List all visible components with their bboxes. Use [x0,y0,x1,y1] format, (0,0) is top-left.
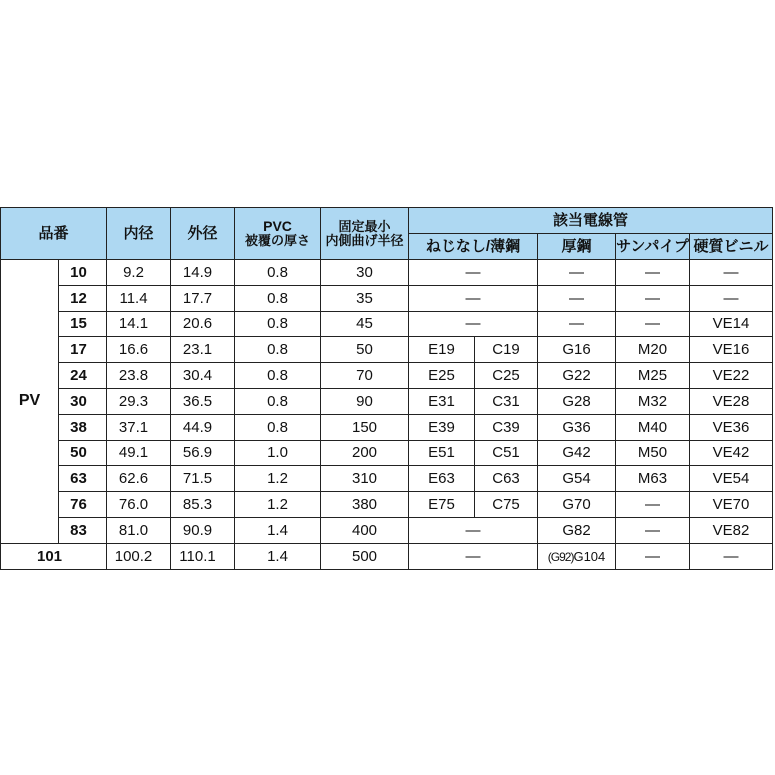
table-row [1,311,773,337]
header-conduit: 該当電線管 [409,208,773,234]
radius-cell: 35 [321,285,409,311]
size-cell: 10 [59,260,107,286]
table-row [1,543,773,569]
pvc-cell: 0.8 [235,311,321,337]
thin-conduit-e-cell: E75 [409,492,475,518]
header-conduit-sunpipe: サンパイプ [616,234,690,260]
table-body [1,260,773,570]
inner-cell: 14.1 [107,311,171,337]
thin-conduit-e-cell: E63 [409,466,475,492]
outer-cell: 36.5 [171,388,235,414]
size-cell: 17 [59,337,107,363]
radius-cell: 150 [321,414,409,440]
outer-cell: 30.4 [171,363,235,389]
header-conduit-vinyl: 硬質ビニル [690,234,773,260]
model-name-cell: PV [1,260,59,544]
thick-conduit-cell: G28 [538,388,616,414]
radius-cell: 45 [321,311,409,337]
pvc-cell: 0.8 [235,388,321,414]
thin-conduit-e-cell: E39 [409,414,475,440]
size-cell: 38 [59,414,107,440]
radius-cell: 30 [321,260,409,286]
table-row [1,260,773,286]
inner-cell: 16.6 [107,337,171,363]
sunpipe-cell: — [616,492,690,518]
thin-conduit-c-cell: C51 [475,440,538,466]
thin-conduit-c-cell: C39 [475,414,538,440]
thin-conduit-c-cell: C63 [475,466,538,492]
radius-cell: 500 [321,543,409,569]
header-bend-radius [321,208,409,260]
inner-cell: 9.2 [107,260,171,286]
inner-cell: 29.3 [107,388,171,414]
inner-cell: 81.0 [107,517,171,543]
vinyl-cell: VE70 [690,492,773,518]
sunpipe-cell: — [616,260,690,286]
thick-conduit-cell: — [538,311,616,337]
vinyl-cell: VE42 [690,440,773,466]
table-row [1,517,773,543]
header-pvc-thickness [235,208,321,260]
thin-conduit-cell: — [409,311,538,337]
sunpipe-cell: M25 [616,363,690,389]
pvc-cell: 1.4 [235,517,321,543]
pvc-cell: 1.4 [235,543,321,569]
pvc-cell: 0.8 [235,363,321,389]
vinyl-cell: — [690,543,773,569]
sunpipe-cell: — [616,517,690,543]
table-row [1,466,773,492]
outer-cell: 85.3 [171,492,235,518]
size-cell: 50 [59,440,107,466]
thin-conduit-c-cell: C19 [475,337,538,363]
radius-cell: 70 [321,363,409,389]
inner-cell: 37.1 [107,414,171,440]
thin-conduit-c-cell: C75 [475,492,538,518]
vinyl-cell: VE82 [690,517,773,543]
outer-cell: 44.9 [171,414,235,440]
radius-cell: 90 [321,388,409,414]
vinyl-cell: VE22 [690,363,773,389]
outer-cell: 71.5 [171,466,235,492]
size-cell: 30 [59,388,107,414]
pvc-cell: 0.8 [235,337,321,363]
thick-conduit-cell: G54 [538,466,616,492]
header-conduit-thick: 厚鋼 [538,234,616,260]
header-conduit-thin: ねじなし/薄鋼 [409,234,538,260]
header-inner-diameter: 内径 [107,208,171,260]
size-cell: 12 [59,285,107,311]
thin-conduit-c-cell: C25 [475,363,538,389]
thin-conduit-cell: — [409,543,538,569]
thick-conduit-value: G104 [573,548,606,564]
inner-cell: 100.2 [107,543,171,569]
thick-conduit-cell: G42 [538,440,616,466]
sunpipe-cell: M32 [616,388,690,414]
vinyl-cell: VE54 [690,466,773,492]
radius-cell: 310 [321,466,409,492]
inner-cell: 76.0 [107,492,171,518]
outer-cell: 17.7 [171,285,235,311]
pvc-cell: 0.8 [235,414,321,440]
outer-cell: 110.1 [171,543,235,569]
radius-cell: 380 [321,492,409,518]
radius-cell: 400 [321,517,409,543]
size-cell: 15 [59,311,107,337]
inner-cell: 11.4 [107,285,171,311]
pvc-cell: 1.0 [235,440,321,466]
header-radius-line2: 内側曲げ半径 [325,232,404,248]
thin-conduit-c-cell: C31 [475,388,538,414]
size-cell: 24 [59,363,107,389]
radius-cell: 50 [321,337,409,363]
outer-cell: 20.6 [171,311,235,337]
thin-conduit-e-cell: E19 [409,337,475,363]
thick-conduit-cell: G36 [538,414,616,440]
spec-table [0,207,773,570]
table-row [1,414,773,440]
thick-conduit-cell: G22 [538,363,616,389]
outer-cell: 14.9 [171,260,235,286]
size-cell: 83 [59,517,107,543]
thin-conduit-cell: — [409,285,538,311]
thin-conduit-cell: — [409,517,538,543]
pvc-cell: 1.2 [235,492,321,518]
header-pvc-line1: PVC [263,218,292,235]
vinyl-cell: VE14 [690,311,773,337]
vinyl-cell: VE16 [690,337,773,363]
thick-conduit-cell: — [538,285,616,311]
pvc-cell: 0.8 [235,260,321,286]
table-row [1,337,773,363]
inner-cell: 49.1 [107,440,171,466]
thin-conduit-e-cell: E31 [409,388,475,414]
sunpipe-cell: — [616,311,690,337]
sunpipe-cell: M63 [616,466,690,492]
vinyl-cell: — [690,285,773,311]
inner-cell: 23.8 [107,363,171,389]
size-cell: 63 [59,466,107,492]
thick-conduit-cell [538,543,616,569]
thick-conduit-cell: G70 [538,492,616,518]
inner-cell: 62.6 [107,466,171,492]
pvc-cell: 1.2 [235,466,321,492]
header-model: 品番 [1,208,107,260]
vinyl-cell: VE28 [690,388,773,414]
outer-cell: 23.1 [171,337,235,363]
table-row [1,388,773,414]
table-row [1,363,773,389]
model-101-cell: 101 [1,543,107,569]
thick-conduit-cell: G82 [538,517,616,543]
vinyl-cell: — [690,260,773,286]
outer-cell: 56.9 [171,440,235,466]
sunpipe-cell: — [616,543,690,569]
sunpipe-cell: M40 [616,414,690,440]
table-row [1,285,773,311]
thick-conduit-paren: (G92) [547,549,574,564]
header-outer-diameter: 外径 [171,208,235,260]
thin-conduit-cell: — [409,260,538,286]
vinyl-cell: VE36 [690,414,773,440]
table-row [1,492,773,518]
header-pvc-line2: 被覆の厚さ [245,233,311,249]
radius-cell: 200 [321,440,409,466]
thin-conduit-e-cell: E25 [409,363,475,389]
pvc-cell: 0.8 [235,285,321,311]
outer-cell: 90.9 [171,517,235,543]
sunpipe-cell: M20 [616,337,690,363]
size-cell: 76 [59,492,107,518]
table-row [1,440,773,466]
header-radius-line1: 固定最小 [338,218,391,234]
thick-conduit-cell: — [538,260,616,286]
sunpipe-cell: M50 [616,440,690,466]
thin-conduit-e-cell: E51 [409,440,475,466]
sunpipe-cell: — [616,285,690,311]
thick-conduit-cell: G16 [538,337,616,363]
